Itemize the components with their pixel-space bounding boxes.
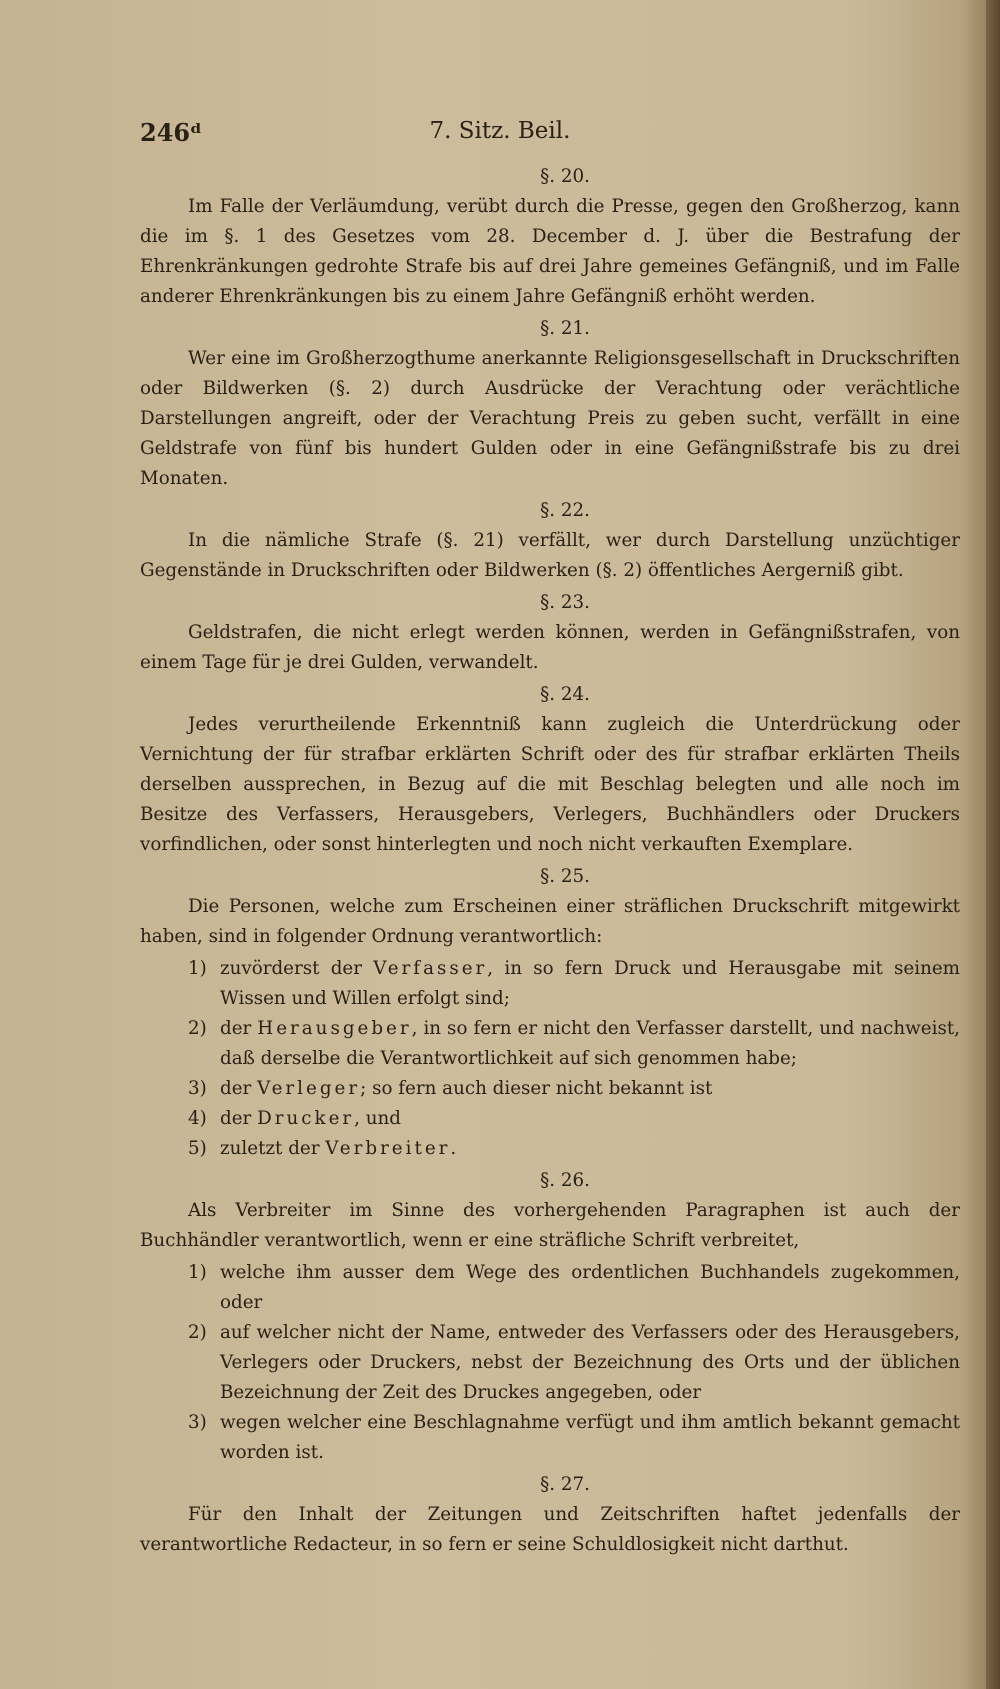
list-item-text: welche ihm ausser dem Wege des ordentlichen Buchhandels zugekommen, oder	[220, 1262, 960, 1313]
section-21-text: Wer eine im Großherzogthume anerkannte Religionsgesellschaft in Druckschriften oder Bildwerken (§. 2) durch Ausdrücke der Verachtung oder verächtliche Darstellungen angreift, oder der Verachtung Preis zu geben sucht, verfällt in eine Geldstrafe von fünf bis hundert Gulden oder in eine Gefängnißstrafe bis zu drei Monaten.	[140, 348, 960, 489]
section-heading-21: §. 21.	[540, 318, 590, 339]
list-number: 3)	[188, 1078, 207, 1099]
list-number: 3)	[188, 1412, 207, 1433]
list-item	[140, 1318, 960, 1408]
list-item	[140, 1134, 960, 1164]
role-name: Verbreiter	[325, 1138, 451, 1159]
page-number: 246ᵈ	[140, 118, 203, 147]
list-number: 1)	[188, 958, 207, 979]
distributor-list	[140, 1258, 960, 1468]
list-item-text: wegen welcher eine Beschlagnahme verfügt und ihm amtlich bekannt gemacht worden ist.	[220, 1412, 960, 1463]
list-item	[140, 1074, 960, 1104]
list-item-post: , in so fern er nicht den Verfasser darstellt, und nachweist, daß derselbe die Verantwortlichkeit auf sich genommen habe;	[220, 1018, 960, 1069]
section-heading-26: §. 26.	[540, 1170, 590, 1191]
section-22-text: In die nämliche Strafe (§. 21) verfällt, wer durch Darstellung unzüchtiger Gegenstände in Druckschriften oder Bildwerken (§. 2) öffentliches Aergerniß gibt.	[140, 530, 960, 581]
page-edge	[986, 0, 1000, 1689]
list-number: 2)	[188, 1018, 207, 1039]
section-heading-25: §. 25.	[540, 866, 590, 887]
list-item	[140, 1014, 960, 1074]
list-item-pre: zuletzt der	[220, 1138, 320, 1159]
section-23-text: Geldstrafen, die nicht erlegt werden können, werden in Gefängnißstrafen, von einem Tage für je drei Gulden, verwandelt.	[140, 622, 960, 673]
section-25-intro: Die Personen, welche zum Erscheinen einer sträflichen Druckschrift mitgewirkt haben, sind in folgender Ordnung verantwortlich:	[140, 896, 960, 947]
list-number: 1)	[188, 1262, 207, 1283]
running-head	[140, 118, 860, 150]
list-item	[140, 1104, 960, 1134]
list-item-pre: zuvörderst der	[220, 958, 362, 979]
list-item-post: .	[450, 1138, 457, 1159]
list-item-post: ; so fern auch dieser nicht bekannt ist	[360, 1078, 713, 1099]
section-20-text: Im Falle der Verläumdung, verübt durch die Presse, gegen den Großherzog, kann die im §. 1 des Gesetzes vom 28. December d. J. über die Bestrafung der Ehrenkränkungen gedrohte Strafe bis auf drei Jahre gemeines Gefängniß, und im Falle anderer Ehrenkränkungen bis zu einem Jahre Gefängniß erhöht werden.	[140, 196, 960, 307]
list-item	[140, 954, 960, 1014]
list-item-post: , in so fern Druck und Herausgabe mit seinem Wissen und Willen erfolgt sind;	[220, 958, 961, 1009]
list-number: 2)	[188, 1322, 207, 1343]
role-name: Verfasser	[373, 958, 488, 979]
list-item-pre: der	[220, 1018, 252, 1039]
role-name: Verleger	[257, 1078, 361, 1099]
section-heading-22: §. 22.	[540, 500, 590, 521]
section-heading-23: §. 23.	[540, 592, 590, 613]
page-content	[140, 162, 960, 1562]
list-item-text: auf welcher nicht der Name, entweder des Verfassers oder des Herausgebers, Verlegers oder Druckers, nebst der Bezeichnung des Orts und der üblichen Bezeichnung der Zeit des Druckes angegeben, oder	[220, 1322, 960, 1403]
role-name: Herausgeber	[257, 1018, 412, 1039]
list-item-pre: der	[220, 1078, 252, 1099]
section-24-text: Jedes verurtheilende Erkenntniß kann zugleich die Unterdrückung oder Vernichtung der für strafbar erklärten Schrift oder des für strafbar erklärten Theils derselben aussprechen, in Bezug auf die mit Beschlag belegten und alle noch im Besitze des Verfassers, Herausgebers, Verlegers, Buchhändlers oder Druckers vorfindlichen, oder sonst hinterlegten und noch nicht verkauften Exemplare.	[140, 714, 960, 855]
list-item-pre: der	[220, 1108, 252, 1129]
section-27-text: Für den Inhalt der Zeitungen und Zeitschriften haftet jedenfalls der verantwortliche Redacteur, in so fern er seine Schuldlosigkeit nicht darthut.	[140, 1504, 960, 1555]
section-heading-24: §. 24.	[540, 684, 590, 705]
section-heading-20: §. 20.	[540, 166, 590, 187]
running-title: 7. Sitz. Beil.	[429, 118, 571, 144]
section-heading-27: §. 27.	[540, 1474, 590, 1495]
list-item	[140, 1258, 960, 1318]
role-name: Drucker	[257, 1108, 355, 1129]
list-item	[140, 1408, 960, 1468]
section-26-intro: Als Verbreiter im Sinne des vorhergehenden Paragraphen ist auch der Buchhändler verantwortlich, wenn er eine sträfliche Schrift verbreitet,	[140, 1200, 960, 1251]
list-number: 5)	[188, 1138, 207, 1159]
list-number: 4)	[188, 1108, 207, 1129]
list-item-post: , und	[354, 1108, 401, 1129]
responsibility-list	[140, 954, 960, 1164]
